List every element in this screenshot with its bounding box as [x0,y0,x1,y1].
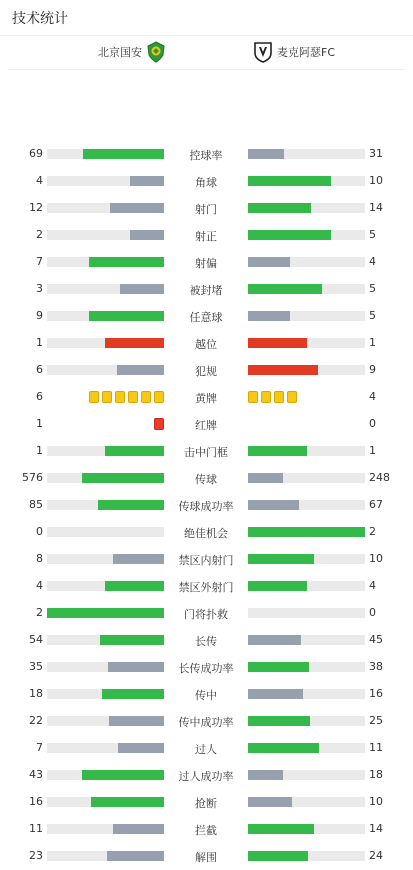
away-stat-bar [248,446,365,456]
away-stat-value: 5 [369,309,376,322]
stat-row [0,546,413,573]
away-stat-bar-fill [248,446,307,456]
home-team[interactable] [98,41,166,63]
home-stat-bar-fill [105,446,164,456]
stat-label: 射偏 [195,257,217,270]
stat-row [0,249,413,276]
stat-label: 任意球 [189,311,223,324]
home-stat-bar-fill [105,338,164,348]
home-stat-bar-fill [107,851,164,861]
stat-row [0,654,413,681]
stat-row [0,465,413,492]
home-stat-value: 12 [29,201,43,214]
home-stat-bar-fill [110,203,164,213]
yellow-card-icon [141,391,151,403]
away-stat-bar [248,338,365,348]
yellow-card-icon [154,391,164,403]
away-stat-value: 11 [369,741,383,754]
away-stat-value: 4 [369,255,376,268]
yellow-card-icon [261,391,271,403]
stat-label: 射正 [195,230,217,243]
stat-row [0,600,413,627]
away-stat-bar [248,257,365,267]
stat-row [0,330,413,357]
away-stat-bar [248,716,365,726]
away-stat-bar [248,581,365,591]
home-stat-bar [47,851,164,861]
home-stat-value: 16 [29,795,43,808]
home-stat-bar-fill [130,230,164,240]
stat-label: 解围 [195,851,217,864]
away-stat-value: 5 [369,228,376,241]
home-stat-bar-fill [117,365,164,375]
red-card-icon [154,418,164,430]
away-stat-value: 25 [369,714,383,727]
stat-row [0,303,413,330]
stat-row [0,222,413,249]
stat-label: 越位 [195,338,217,351]
home-stat-bar [47,446,164,456]
home-stat-value: 7 [36,741,43,754]
home-stat-bar-fill [130,176,164,186]
home-stat-bar [47,716,164,726]
away-stat-bar-fill [248,554,314,564]
yellow-card-icon [287,391,297,403]
away-team[interactable] [253,41,335,63]
away-stat-value: 45 [369,633,383,646]
home-stat-value: 2 [36,606,43,619]
home-stat-bar [47,257,164,267]
home-stat-value: 2 [36,228,43,241]
stat-label: 抢断 [195,797,217,810]
home-stat-bar [47,473,164,483]
home-stat-value: 1 [36,417,43,430]
away-stat-bar [248,149,365,159]
away-stat-value: 2 [369,525,376,538]
home-stat-bar-fill [83,149,164,159]
home-stat-bar-fill [118,743,164,753]
away-stat-bar [248,743,365,753]
away-stat-value: 248 [369,471,390,484]
home-stat-value: 4 [36,174,43,187]
home-stat-bar [47,527,164,537]
away-stat-bar [248,797,365,807]
stat-row [0,438,413,465]
stat-label: 门将扑救 [184,608,228,621]
stat-label: 长传成功率 [178,662,234,675]
home-stat-value: 1 [36,444,43,457]
home-stat-value: 7 [36,255,43,268]
stat-row [0,762,413,789]
home-stat-bar [47,662,164,672]
away-stat-value: 24 [369,849,383,862]
home-stat-bar-fill [82,770,164,780]
teams-row [8,36,405,70]
home-stat-bar [47,176,164,186]
away-stat-bar-fill [248,743,319,753]
away-stat-value: 10 [369,552,383,565]
stat-label: 传球成功率 [178,500,234,513]
home-stat-bar [47,284,164,294]
away-stat-bar [248,689,365,699]
stat-row [0,573,413,600]
away-stat-value: 1 [369,444,376,457]
stat-label: 过人成功率 [178,770,234,783]
home-stat-bar-fill [105,581,164,591]
stat-row [0,195,413,222]
home-stat-value: 6 [36,363,43,376]
home-stat-value: 54 [29,633,43,646]
stat-label: 控球率 [189,149,223,162]
stat-label: 拦截 [195,824,217,837]
away-stat-value: 0 [369,606,376,619]
home-stat-bar [47,743,164,753]
home-team-name: 北京国安 [98,46,142,59]
away-stat-bar-fill [248,581,307,591]
away-team-badge-icon [253,41,273,63]
home-stat-value: 576 [22,471,43,484]
home-stat-value: 4 [36,579,43,592]
home-team-badge-icon [146,41,166,63]
stat-label: 红牌 [195,419,217,432]
away-stat-bar [248,851,365,861]
home-stat-value: 6 [36,390,43,403]
home-stat-bar-fill [102,689,164,699]
home-stat-bar-fill [91,797,164,807]
home-stat-bar-fill [98,500,164,510]
stat-label: 传中 [195,689,217,702]
home-stat-value: 0 [36,525,43,538]
away-stat-bar [248,473,365,483]
home-stat-bar [47,635,164,645]
away-stat-bar [248,608,365,618]
home-stat-bar [47,797,164,807]
stat-label: 射门 [195,203,217,216]
stat-row [0,519,413,546]
away-stat-bar-fill [248,770,283,780]
away-cards [248,391,297,403]
away-stat-value: 1 [369,336,376,349]
stat-label: 绝佳机会 [184,527,228,540]
away-stat-bar-fill [248,230,331,240]
stat-row [0,681,413,708]
stat-row [0,411,413,438]
home-stat-bar-fill [89,311,164,321]
home-cards [89,391,164,403]
home-stat-value: 3 [36,282,43,295]
home-stat-bar [47,554,164,564]
away-stat-bar-fill [248,284,322,294]
away-stat-bar-fill [248,824,314,834]
yellow-card-icon [102,391,112,403]
away-stat-value: 14 [369,201,383,214]
home-stat-value: 35 [29,660,43,673]
away-stat-value: 16 [369,687,383,700]
home-stat-bar-fill [82,473,164,483]
away-stat-bar-fill [248,635,301,645]
away-stat-bar-fill [248,473,283,483]
home-stat-value: 22 [29,714,43,727]
home-stat-bar [47,581,164,591]
home-stat-value: 11 [29,822,43,835]
away-team-name: 麦克阿瑟FC [277,46,336,59]
away-stat-bar-fill [248,500,299,510]
away-stat-value: 31 [369,147,383,160]
home-stat-bar [47,311,164,321]
yellow-card-icon [274,391,284,403]
away-stat-bar-fill [248,149,284,159]
away-stat-bar [248,311,365,321]
away-stat-bar [248,203,365,213]
yellow-card-icon [89,391,99,403]
stat-row [0,627,413,654]
away-stat-bar [248,770,365,780]
home-stat-value: 18 [29,687,43,700]
home-stat-bar [47,365,164,375]
away-stat-bar [248,662,365,672]
stat-row [0,384,413,411]
away-stat-bar [248,230,365,240]
away-stat-bar-fill [248,716,310,726]
stat-label: 禁区外射门 [178,581,234,594]
home-stat-value: 69 [29,147,43,160]
stat-label: 角球 [195,176,217,189]
stat-label: 禁区内射门 [178,554,234,567]
away-stat-value: 14 [369,822,383,835]
stat-label: 过人 [195,743,217,756]
away-stat-value: 0 [369,417,376,430]
home-stat-bar-fill [113,554,164,564]
away-stat-value: 67 [369,498,383,511]
home-stat-bar [47,770,164,780]
home-stat-value: 85 [29,498,43,511]
home-stat-value: 43 [29,768,43,781]
stat-label: 击中门框 [184,446,228,459]
away-stat-value: 38 [369,660,383,673]
home-stat-bar [47,203,164,213]
home-stat-value: 23 [29,849,43,862]
home-stat-bar-fill [109,716,164,726]
home-cards [154,418,164,430]
away-stat-bar-fill [248,176,331,186]
stat-row [0,735,413,762]
away-stat-bar-fill [248,662,309,672]
home-stat-bar-fill [120,284,164,294]
stat-row [0,708,413,735]
stat-row [0,141,413,168]
away-stat-bar [248,824,365,834]
stat-row [0,843,413,870]
away-stat-bar [248,176,365,186]
stat-label: 长传 [195,635,217,648]
home-stat-bar [47,608,164,618]
home-stat-bar-fill [108,662,164,672]
home-stat-bar [47,689,164,699]
home-stat-bar [47,149,164,159]
yellow-card-icon [248,391,258,403]
away-stat-bar [248,365,365,375]
away-stat-bar-fill [248,365,318,375]
stat-label: 传中成功率 [178,716,234,729]
page-title: 技术统计 [12,10,68,27]
away-stat-bar [248,284,365,294]
home-stat-bar-fill [47,608,164,618]
stat-row [0,168,413,195]
away-stat-value: 4 [369,390,376,403]
stat-label: 传球 [195,473,217,486]
home-stat-bar-fill [89,257,164,267]
away-stat-value: 10 [369,795,383,808]
away-stat-value: 5 [369,282,376,295]
home-stat-bar [47,338,164,348]
away-stat-bar-fill [248,257,290,267]
home-stat-value: 8 [36,552,43,565]
home-stat-bar-fill [100,635,164,645]
away-stat-bar-fill [248,203,311,213]
away-stat-bar [248,527,365,537]
away-stat-value: 9 [369,363,376,376]
away-stat-bar-fill [248,527,365,537]
away-stat-bar [248,635,365,645]
away-stat-bar-fill [248,851,308,861]
away-stat-bar-fill [248,311,290,321]
away-stat-value: 4 [369,579,376,592]
yellow-card-icon [128,391,138,403]
home-stat-value: 1 [36,336,43,349]
stat-row [0,816,413,843]
home-stat-bar [47,230,164,240]
stat-label: 犯规 [195,365,217,378]
stat-row [0,492,413,519]
home-stat-bar [47,824,164,834]
away-stat-bar-fill [248,689,303,699]
away-stat-bar-fill [248,797,292,807]
home-stat-bar [47,500,164,510]
yellow-card-icon [115,391,125,403]
stat-row [0,357,413,384]
stat-label: 被封堵 [189,284,223,297]
home-stat-bar-fill [113,824,164,834]
away-stat-bar-fill [248,338,307,348]
away-stat-value: 18 [369,768,383,781]
stat-label: 黄牌 [195,392,217,405]
home-stat-value: 9 [36,309,43,322]
stat-row [0,789,413,816]
stats-header [0,0,413,36]
away-stat-bar [248,554,365,564]
away-stat-value: 10 [369,174,383,187]
away-stat-bar [248,500,365,510]
stat-row [0,276,413,303]
